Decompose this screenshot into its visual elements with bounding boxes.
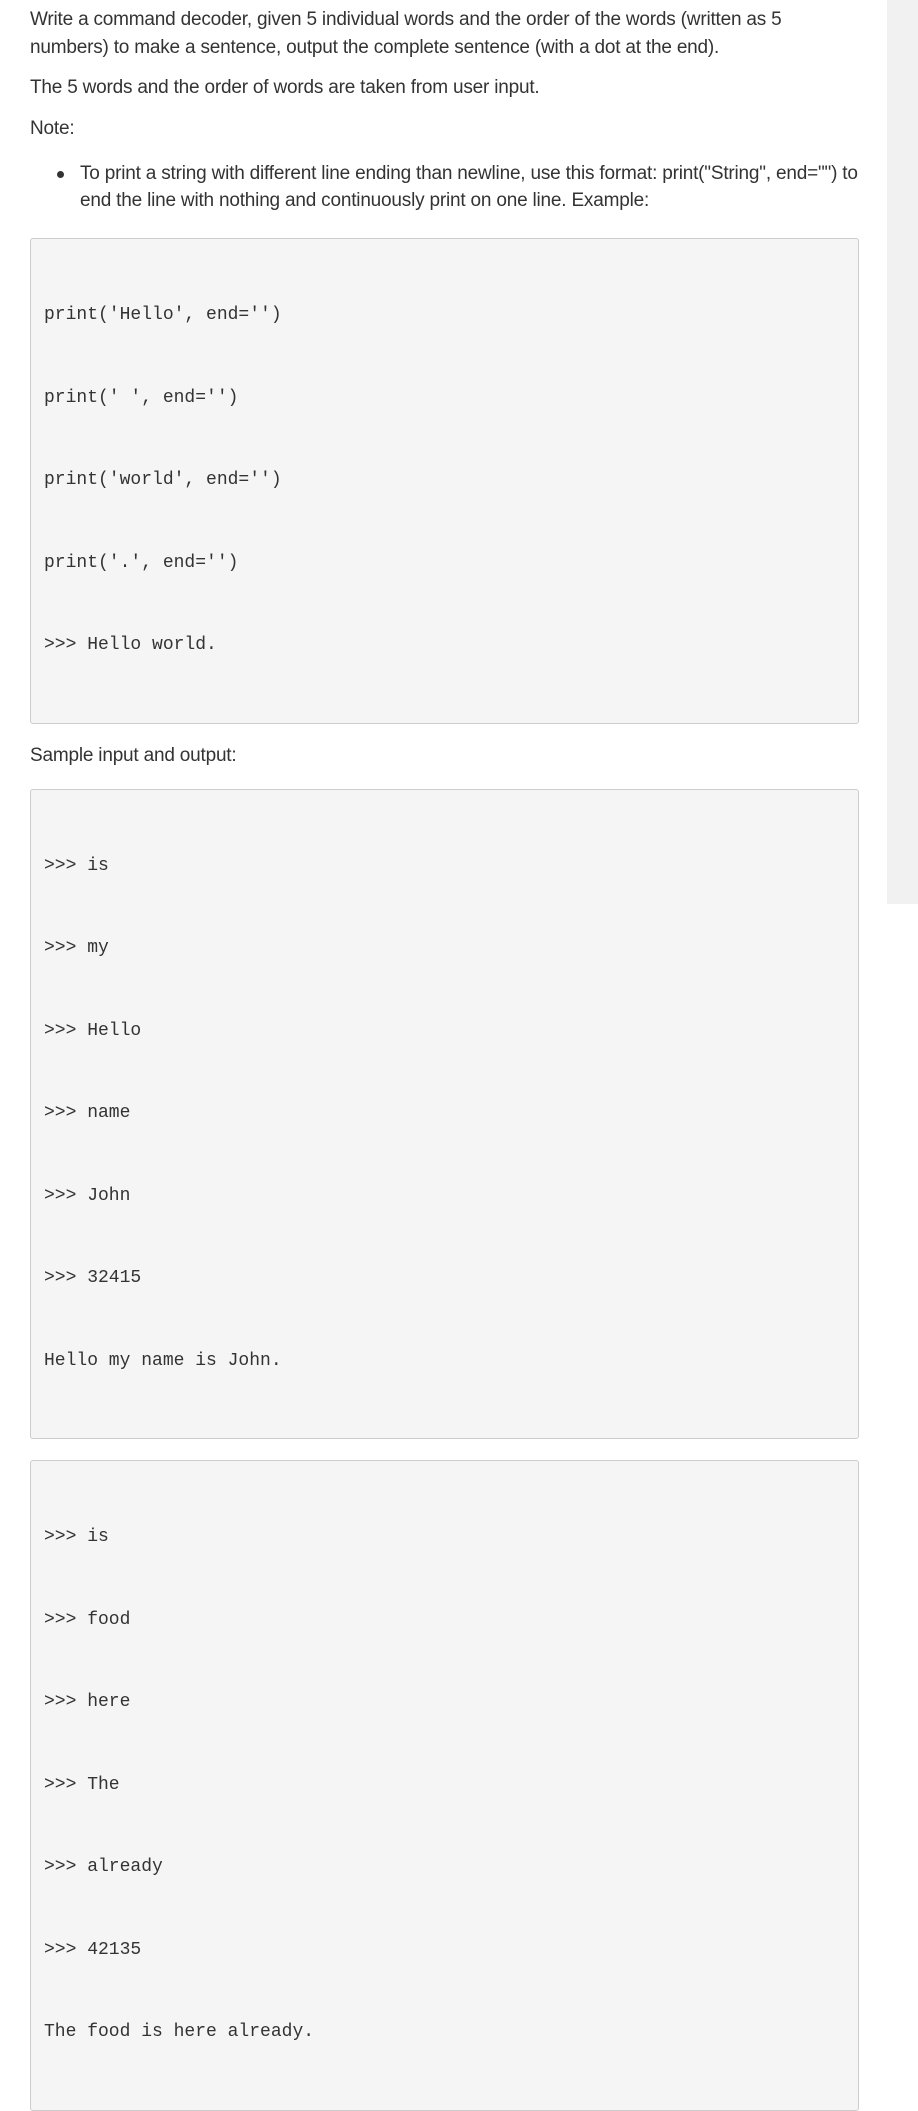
code-line: >>> 42135 <box>44 1939 142 1960</box>
intro-paragraph: Write a command decoder, given 5 individual words and the order of the words (written as 5 numbers) to make a sentence, output the complete sentence (with a dot at the end). <box>30 9 782 58</box>
code-line: print('Hello', end='') <box>44 305 282 325</box>
sample-code-block-1 <box>30 789 859 1440</box>
list-item <box>54 160 860 214</box>
code-line: >>> Hello world. <box>44 635 217 655</box>
problem-description <box>30 6 860 2111</box>
sample-label: Sample input and output: <box>30 744 237 766</box>
vertical-scrollbar[interactable] <box>887 0 918 904</box>
code-line: >>> food <box>44 1609 131 1630</box>
code-line: >>> John <box>44 1185 131 1206</box>
example-code-block <box>30 238 859 724</box>
code-line: print(' ', end='') <box>44 387 239 408</box>
code-line: >>> name <box>44 1103 131 1123</box>
bullet-icon <box>57 171 64 178</box>
code-line: >>> is <box>44 855 109 876</box>
input-note-paragraph: The 5 words and the order of words are taken from user input. <box>30 77 540 98</box>
code-line: >>> The <box>44 1774 120 1795</box>
code-line: Hello my name is John. <box>44 1350 282 1371</box>
note-label: Note: <box>30 118 75 139</box>
code-line: >>> here <box>44 1692 131 1712</box>
code-line: >>> already <box>44 1857 163 1877</box>
note-text: To print a string with different line ending than newline, use this format: print("String", end="") to end the line with nothing and continuously print on one line. Example: <box>80 163 858 211</box>
notes-list <box>30 160 860 214</box>
code-line: print('world', end='') <box>44 470 282 490</box>
code-line: >>> 32415 <box>44 1268 142 1288</box>
code-line: The food is here already. <box>44 2022 315 2042</box>
code-line: >>> my <box>44 938 109 958</box>
code-line: print('.', end='') <box>44 552 239 573</box>
code-line: >>> Hello <box>44 1020 142 1041</box>
code-line: >>> is <box>44 1527 109 1547</box>
sample-code-block-2 <box>30 1460 859 2111</box>
